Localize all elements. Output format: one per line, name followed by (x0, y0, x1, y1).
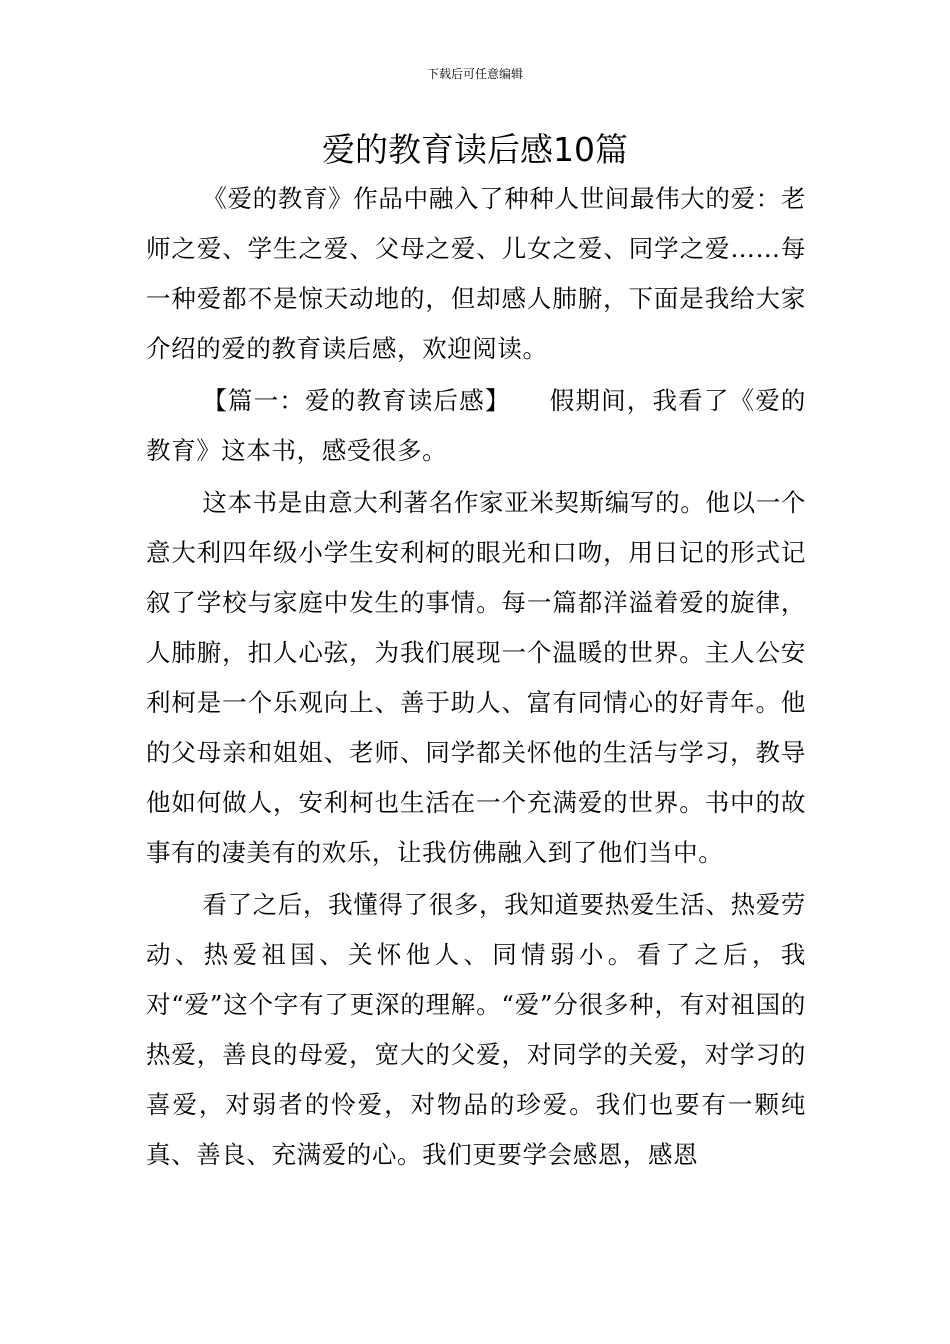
document-title: 爱的教育读后感10篇 (322, 130, 628, 169)
paragraph-intro: 《爱的教育》作品中融入了种种人世间最伟大的爱：老师之爱、学生之爱、父母之爱、儿女之爱、同学之爱……每一种爱都不是惊天动地的，但却感人肺腑，下面是我给大家介绍的爱的教育读后感，欢迎阅读。 (146, 184, 806, 363)
document-body (146, 174, 806, 1180)
paragraph-chapter-one-heading: 【篇一：爱的教育读后感】 假期间，我看了《爱的教育》这本书，感受很多。 (146, 386, 806, 465)
header-note: 下载后可任意编辑 (426, 67, 523, 81)
paragraph-reflection: 看了之后，我懂得了很多，我知道要热爱生活、热爱劳动、热爱祖国、关怀他人、同情弱小。看了之后，我对“爱”这个字有了更深的理解。“爱”分很多种，有对祖国的热爱，善良的母爱，宽大的父爱，对同学的关爱，对学习的喜爱，对弱者的怜爱，对物品的珍爱。我们也要有一颗纯真、善良、充满爱的心。我们更要学会感恩，感恩 (146, 890, 806, 1169)
paragraph-book-summary: 这本书是由意大利著名作家亚米契斯编写的。他以一个意大利四年级小学生安利柯的眼光和口吻，用日记的形式记叙了学校与家庭中发生的事情。每一篇都洋溢着爱的旋律，人肺腑，扣人心弦，为我们展现一个温暖的世界。主人公安利柯是一个乐观向上、善于助人、富有同情心的好青年。他的父母亲和姐姐、老师、同学都关怀他的生活与学习，教导他如何做人，安利柯也生活在一个充满爱的世界。书中的故事有的凄美有的欢乐，让我仿佛融入到了他们当中。 (146, 488, 806, 867)
